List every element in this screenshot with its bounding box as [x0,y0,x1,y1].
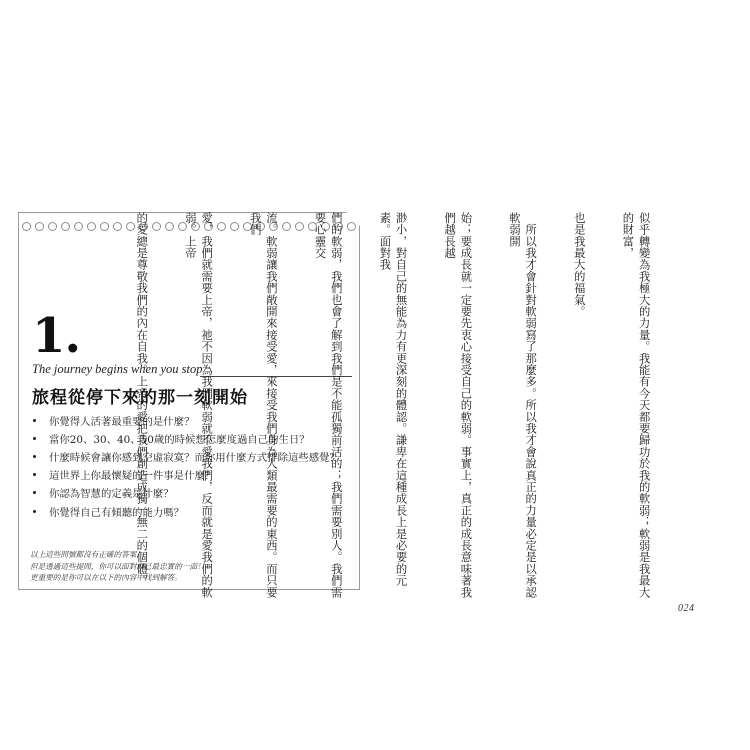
text-column: 所以我才會針對軟弱寫了那麼多。所以我才會說真正的力量必定是以承認軟弱開 [507,212,538,599]
spiral-ring-icon [35,222,44,231]
spiral-ring-icon [100,222,109,231]
text-column: 似乎轉變為我極大的力量。我能有今天都要歸功於我的軟弱；軟弱是我最大的財富， [621,212,651,599]
question-text: 你認為智慧的定義是什麼？ [49,488,174,501]
text-column: 們的軟弱，我們也會了解到我們是不能孤獨前活的；我們需要別人。我們需要心靈交 [313,212,343,599]
spiral-ring-icon [87,222,96,231]
text-column: 始；要成長就一定要先衷心接受自己的軟弱。事實上，真正的成長意味著我們越長越 [443,212,473,599]
page-number: 024 [678,603,695,614]
spiral-ring-icon [22,222,31,231]
spiral-ring-icon [48,222,57,231]
question-text: 你覺得人活著最重要的是什麼？ [49,415,195,428]
text-column: 流。軟弱讓我們敞開來接受愛，來接受我們身為人類最需要的東西。而只要我們 [248,212,278,599]
question-text: 你覺得自己有傾聽的能力嗎？ [49,506,185,519]
question-text: 什麼時候會讓你感到空虛寂寞？而你用什麼方式排除這些感覺？ [49,451,340,464]
bullet-icon [33,455,36,458]
spiral-ring-icon [74,222,83,231]
text-column: 渺小，對自己的無能為力有更深刻的體認。謙卑在這種成長上是必要的元素。面對我 [378,212,408,587]
text-column: 的愛總是尊敬我們的內在自我。上帝的愛把我們創造成獨一無二的個體。 [135,212,149,587]
footnote-line: 更重要的是你可以在以下的內容中找到解答。 [30,573,182,583]
footnote-line: 但是透過這些提問，你可以面對自己最忠實的一面！ [30,561,205,571]
chapter-subtitle-english: The journey begins when you stop [32,362,203,376]
text-column: 也是我最大的福氣。 [572,212,586,318]
bullet-icon [33,419,36,422]
spiral-ring-icon [61,222,70,231]
bullet-icon [33,473,36,476]
body-text-vertical [117,212,684,604]
chapter-number: 1. [32,308,81,364]
question-text: 當你20、30、40、50歲的時候想怎麼度過自己的生日？ [49,433,310,446]
bullet-icon [33,437,36,440]
text-column: 愛，我們就需要上帝，祂不因為我們軟弱就不愛我們，反而就是愛我們的軟弱。上帝 [183,212,214,599]
footnote-line: 以上這些問號都沒有正確的答案， [30,550,144,559]
bullet-icon [33,510,36,513]
chapter-title: 旅程從停下來的那一刻開始 [32,388,248,408]
question-text: 這世界上你最懷疑的一件事是什麼？ [49,470,216,483]
bullet-icon [33,491,36,494]
